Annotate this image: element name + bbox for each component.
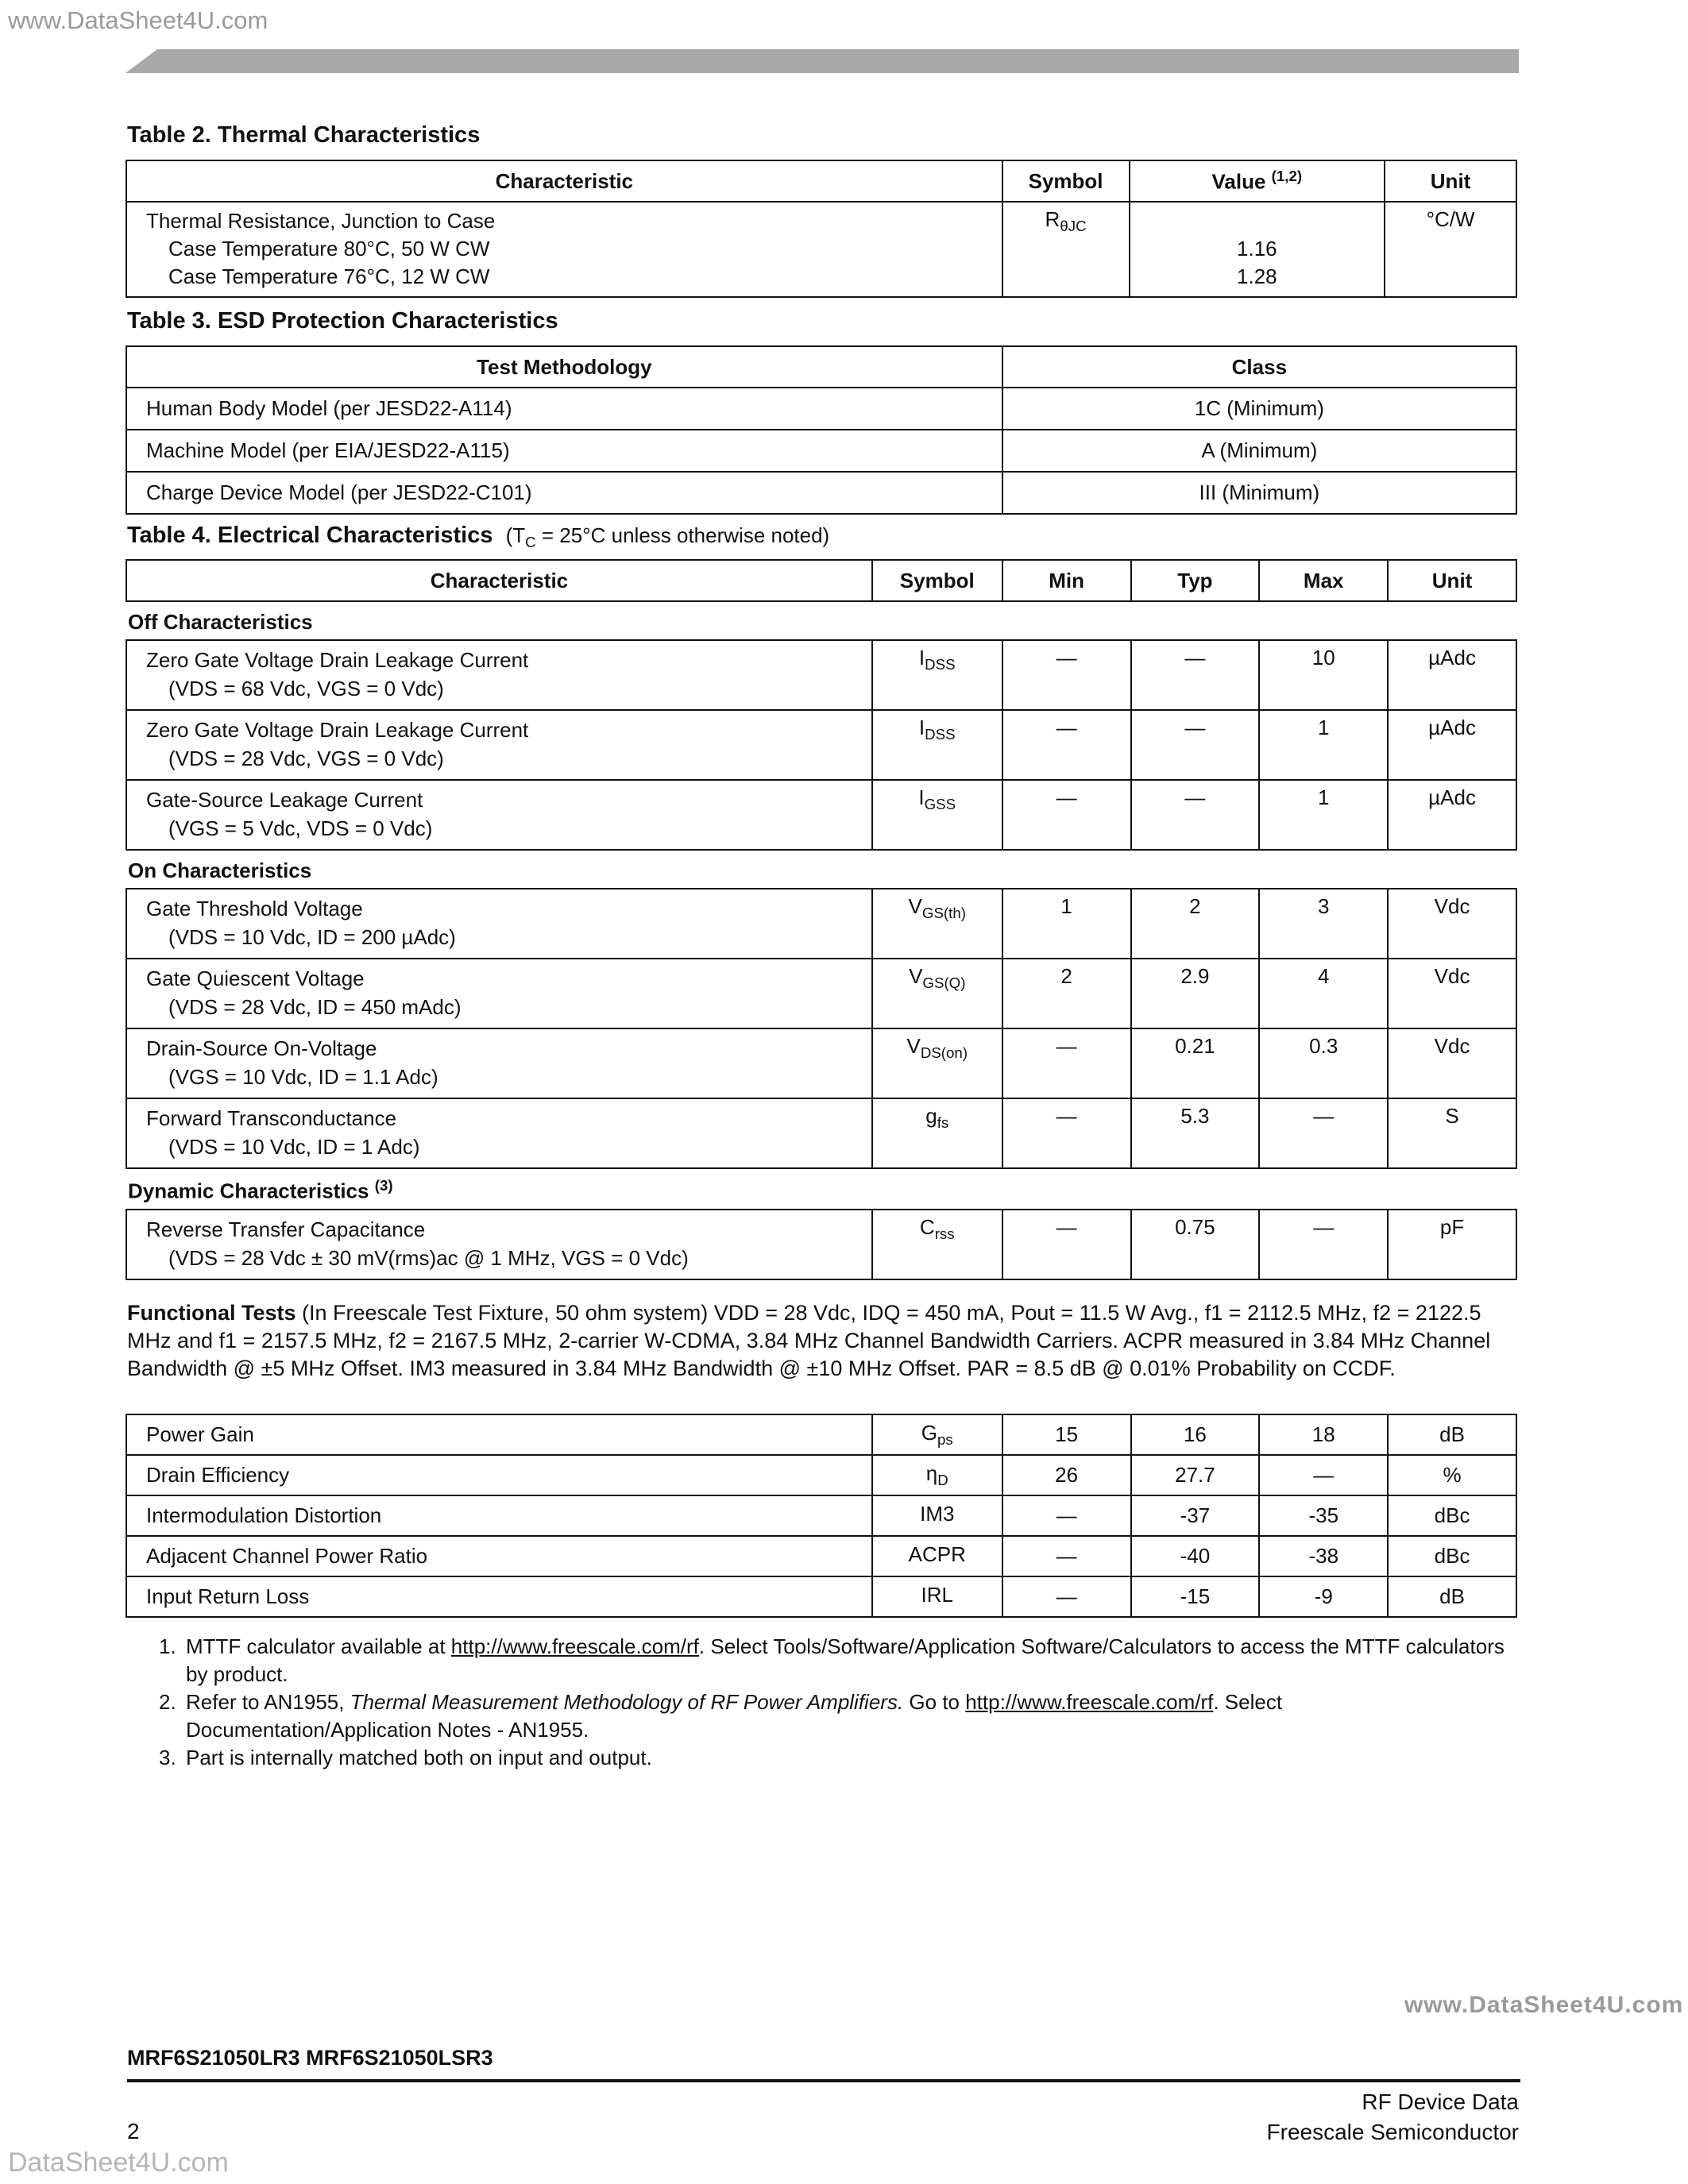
table-row — [126, 1455, 1516, 1495]
table4-caption: Table 4. Electrical Characteristics ($T_C = 25^\circ C$ unless otherwise noted) — [127, 523, 830, 551]
page-number: 2 — [127, 2119, 140, 2143]
row-max: — — [1259, 1455, 1388, 1495]
row-unit: dBc — [1388, 1495, 1516, 1536]
row-min: — — [1002, 710, 1131, 780]
row-characteristic: Drain Efficiency — [126, 1455, 872, 1495]
row-characteristic: Gate-Source Leakage Current (VGS = 5 Vdc, VDS = 0 Vdc) — [126, 780, 872, 850]
row-unit: Vdc — [1388, 889, 1516, 959]
row-max: 4 — [1259, 959, 1388, 1028]
table2-caption: Table 2. Thermal Characteristics — [127, 122, 481, 148]
row-characteristic: Reverse Transfer Capacitance (VDS = 28 Vdc ± 30 mV(rms)ac @ 1 MHz, VGS = 0 Vdc) — [126, 1210, 872, 1279]
row-symbol: ACPR — [872, 1536, 1002, 1576]
section-row: Dynamic Characteristics $^{(3)}$ — [126, 1168, 1516, 1210]
row-unit: S — [1388, 1098, 1516, 1168]
col-typ: Typ — [1131, 560, 1260, 601]
row-characteristic: Intermodulation Distortion — [126, 1495, 872, 1536]
table-row — [126, 1576, 1516, 1617]
row-max: 10 — [1259, 640, 1388, 710]
col-unit: Unit — [1388, 560, 1516, 601]
col-method: Test Methodology — [126, 346, 1002, 388]
row-typ: 2.9 — [1131, 959, 1260, 1028]
row-typ: — — [1131, 710, 1260, 780]
col-unit: Unit — [1385, 160, 1516, 202]
row-characteristic: Power Gain — [126, 1414, 872, 1455]
table-row — [126, 640, 1516, 710]
row-typ: 27.7 — [1131, 1455, 1260, 1495]
row-symbol: $I_{DSS}$ — [872, 640, 1002, 710]
row-symbol: $\eta_D$ — [872, 1455, 1002, 1495]
row-min: — — [1002, 780, 1131, 850]
row-symbol: $G_{ps}$ — [872, 1414, 1002, 1455]
freescale-link[interactable]: http://www.freescale.com/rf — [450, 1634, 699, 1658]
row-unit: µAdc — [1388, 640, 1516, 710]
thermal-values: 1.16 1.28 — [1130, 202, 1385, 297]
row-characteristic: Zero Gate Voltage Drain Leakage Current (VDS = 28 Vdc, VGS = 0 Vdc) — [126, 710, 872, 780]
table-row — [126, 1414, 1516, 1455]
row-min: 15 — [1002, 1414, 1131, 1455]
row-typ: -40 — [1131, 1536, 1260, 1576]
table-row — [126, 1098, 1516, 1168]
col-symbol: Symbol — [1002, 160, 1130, 202]
row-characteristic: Adjacent Channel Power Ratio — [126, 1536, 872, 1576]
table-row — [126, 1536, 1516, 1576]
row-min: — — [1002, 1536, 1131, 1576]
row-symbol: IRL — [872, 1576, 1002, 1617]
row-symbol: $I_{GSS}$ — [872, 780, 1002, 850]
thermal-unit: °C/W — [1385, 202, 1516, 297]
table-row — [126, 959, 1516, 1028]
row-typ: 0.21 — [1131, 1028, 1260, 1098]
row-symbol: $g_{fs}$ — [872, 1098, 1002, 1168]
row-typ: 5.3 — [1131, 1098, 1260, 1168]
row-max: — — [1259, 1098, 1388, 1168]
row-max: -35 — [1259, 1495, 1388, 1536]
footnote-1: 1. MTTF calculator available at http://www.freescale.com/rf. Select Tools/Software/Application Software/Calculators to access the MTTF calculators by product. — [159, 1634, 1505, 1686]
part-numbers: MRF6S21050LR3 MRF6S21050LSR3 — [127, 2046, 493, 2070]
watermark-bottom: DataSheet4U.com — [8, 2147, 229, 2178]
row-min: 1 — [1002, 889, 1131, 959]
section-row: On Characteristics — [126, 850, 1516, 889]
row-unit: % — [1388, 1455, 1516, 1495]
thermal-characteristic: Thermal Resistance, Junction to Case Case Temperature 80°C, 50 W CW Case Temperature 76°C, 12 W CW — [126, 202, 1002, 297]
footnotes — [159, 1633, 1509, 1772]
row-unit: dBc — [1388, 1536, 1516, 1576]
row-unit: Vdc — [1388, 959, 1516, 1028]
row-max: 18 — [1259, 1414, 1388, 1455]
row-min: 26 — [1002, 1455, 1131, 1495]
row-min: — — [1002, 1210, 1131, 1279]
row-characteristic: Forward Transconductance (VDS = 10 Vdc, ID = 1 Adc) — [126, 1098, 872, 1168]
row-min: — — [1002, 1576, 1131, 1617]
row-typ: -37 — [1131, 1495, 1260, 1536]
row-typ: -15 — [1131, 1576, 1260, 1617]
row-typ: 2 — [1131, 889, 1260, 959]
row-symbol: $I_{DSS}$ — [872, 710, 1002, 780]
row-max: 1 — [1259, 710, 1388, 780]
table-row: Charge Device Model (per JESD22-C101) III (Minimum) — [126, 472, 1516, 514]
row-max: 3 — [1259, 889, 1388, 959]
row-max: 1 — [1259, 780, 1388, 850]
watermark-top: www.DataSheet4U.com — [8, 6, 268, 34]
table3-caption: Table 3. ESD Protection Characteristics — [127, 308, 558, 334]
footnote-3: 3. Part is internally matched both on input and output. — [159, 1746, 652, 1769]
row-characteristic: Input Return Loss — [126, 1576, 872, 1617]
row-typ: 0.75 — [1131, 1210, 1260, 1279]
row-typ: — — [1131, 640, 1260, 710]
table-row — [126, 889, 1516, 959]
footer-company: RF Device Data Freescale Semiconductor — [1266, 2089, 1519, 2144]
row-max: 0.3 — [1259, 1028, 1388, 1098]
table-row — [126, 1210, 1516, 1279]
row-max: — — [1259, 1210, 1388, 1279]
table-row — [126, 710, 1516, 780]
row-unit: dB — [1388, 1576, 1516, 1617]
row-symbol: $V_{GS(th)}$ — [872, 889, 1002, 959]
esd-table — [126, 345, 1517, 515]
row-symbol: $V_{GS(Q)}$ — [872, 959, 1002, 1028]
row-max: -38 — [1259, 1536, 1388, 1576]
row-min: — — [1002, 1098, 1131, 1168]
thermal-table — [126, 160, 1517, 298]
row-unit: Vdc — [1388, 1028, 1516, 1098]
electrical-table — [126, 559, 1517, 1280]
table-row — [126, 1028, 1516, 1098]
freescale-link[interactable]: http://www.freescale.com/rf — [965, 1690, 1214, 1714]
functional-table — [126, 1414, 1517, 1618]
row-characteristic: Gate Quiescent Voltage (VDS = 28 Vdc, ID = 450 mAdc) — [126, 959, 872, 1028]
row-min: — — [1002, 1495, 1131, 1536]
col-min: Min — [1002, 560, 1131, 601]
col-symbol: Symbol — [872, 560, 1002, 601]
row-min: — — [1002, 1028, 1131, 1098]
functional-tests-description: Functional Tests (In Freescale Test Fixture, 50 ohm system) VDD = 28 Vdc, IDQ = 450 mA, Pout = 11.5 W Avg., f1 = 2112.5 MHz, f2 = 2122.5 MHz and f1 = 2157.5 MHz, f2 = 2167.5 MHz, 2-carrier W-CDMA, 3.84 MHz Channel Bandwidth Carriers. ACPR measured in 3.84 MHz Channel Bandwidth @ ±5 MHz Offset. IM3 measured in 3.84 MHz Bandwidth @ ±10 MHz Offset. PAR = 8.5 dB @ 0.01% Probability on CCDF. — [127, 1301, 1491, 1380]
table-row: Machine Model (per EIA/JESD22-A115) A (Minimum) — [126, 430, 1516, 472]
col-value: Value $^{(1,2)}$ — [1130, 160, 1385, 202]
row-unit: pF — [1388, 1210, 1516, 1279]
row-symbol: IM3 — [872, 1495, 1002, 1536]
footer-rule — [127, 2079, 1520, 2082]
row-characteristic: Gate Threshold Voltage (VDS = 10 Vdc, ID = 200 µAdc) — [126, 889, 872, 959]
col-characteristic: Characteristic — [126, 160, 1002, 202]
row-typ: 16 — [1131, 1414, 1260, 1455]
row-characteristic: Drain-Source On-Voltage (VGS = 10 Vdc, ID = 1.1 Adc) — [126, 1028, 872, 1098]
row-unit: µAdc — [1388, 780, 1516, 850]
row-min: 2 — [1002, 959, 1131, 1028]
row-unit: µAdc — [1388, 710, 1516, 780]
col-max: Max — [1259, 560, 1388, 601]
row-min: — — [1002, 640, 1131, 710]
table-row — [126, 1495, 1516, 1536]
col-characteristic: Characteristic — [126, 560, 872, 601]
row-max: -9 — [1259, 1576, 1388, 1617]
table-row — [126, 780, 1516, 850]
table-row: Human Body Model (per JESD22-A114) 1C (Minimum) — [126, 388, 1516, 430]
row-unit: dB — [1388, 1414, 1516, 1455]
col-class: Class — [1002, 346, 1516, 388]
row-characteristic: Zero Gate Voltage Drain Leakage Current (VDS = 68 Vdc, VGS = 0 Vdc) — [126, 640, 872, 710]
header-bar — [126, 49, 1519, 73]
section-row: Off Characteristics — [126, 601, 1516, 640]
watermark-mid: www.DataSheet4U.com — [1404, 1992, 1684, 2018]
row-symbol: $C_{rss}$ — [872, 1210, 1002, 1279]
row-typ: — — [1131, 780, 1260, 850]
thermal-symbol: $R_{\theta JC}$ — [1002, 202, 1130, 297]
footnote-2: 2. Refer to AN1955, Thermal Measurement Methodology of RF Power Amplifiers. Go to http://www.freescale.com/rf. Select Documentation/Application Notes - AN1955. — [159, 1690, 1283, 1742]
row-symbol: $V_{DS(on)}$ — [872, 1028, 1002, 1098]
